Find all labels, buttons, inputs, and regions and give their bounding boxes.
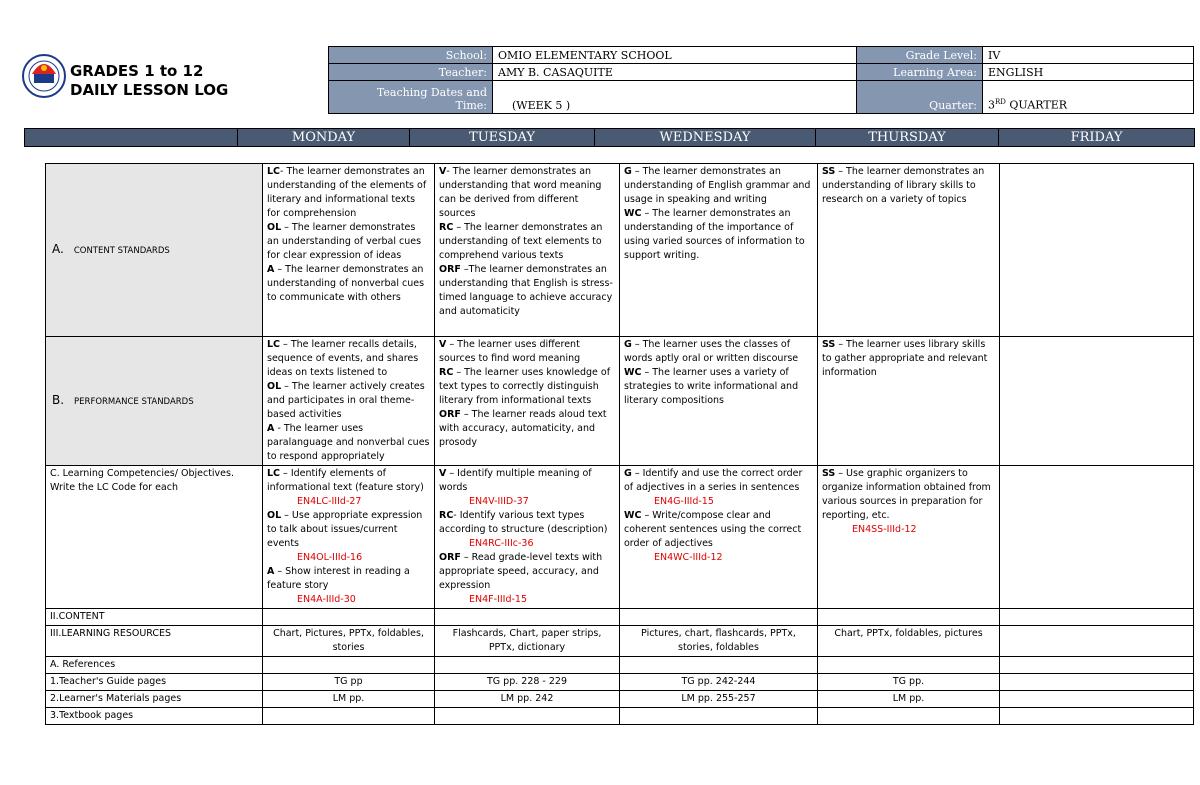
tg-monday: TG pp: [263, 674, 435, 691]
strand-code: V: [439, 166, 447, 177]
lm-monday: LM pp.: [263, 691, 435, 708]
tg-friday: [1000, 674, 1194, 691]
strand-text: - The learner uses paralanguage and nonverbal cues to respond appropriately: [267, 423, 430, 462]
lc-code: EN4RC-IIIc-36: [469, 538, 534, 549]
standard-entry: [624, 509, 813, 551]
standard-entry: [439, 551, 615, 593]
resources-row: [46, 626, 1194, 657]
title-line-2: DAILY LESSON LOG: [70, 81, 229, 99]
strand-text: - Identify various text types according to structure (description): [439, 510, 608, 535]
strand-code: G: [624, 339, 632, 350]
lm-wednesday: LM pp. 255-257: [620, 691, 818, 708]
standard-entry: [624, 467, 813, 495]
teaching-dates-label: [329, 81, 493, 114]
standard-entry: [267, 509, 430, 551]
school-value: OMIO ELEMENTARY SCHOOL: [493, 47, 857, 64]
strand-code: A: [267, 423, 275, 434]
day-wednesday: WEDNESDAY: [595, 129, 816, 147]
lc-code: EN4LC-IIId-27: [297, 496, 362, 507]
standard-entry: [267, 221, 430, 263]
lc-code: EN4V-IIID-37: [469, 496, 529, 507]
strand-text: – Identify multiple meaning of words: [439, 468, 592, 493]
strand-text: – Write/compose clear and coherent sentences using the correct order of adjectives: [624, 510, 802, 549]
performance-standards-label: [46, 337, 263, 466]
content-standards-wednesday: [620, 164, 818, 337]
standard-entry: [439, 221, 615, 263]
competencies-label: [46, 466, 263, 609]
learning-area-label: Learning Area:: [857, 64, 983, 81]
strand-code: V: [439, 468, 447, 479]
standard-entry: [624, 366, 813, 408]
content-standards-tuesday: [435, 164, 620, 337]
competencies-row: [46, 466, 1194, 609]
references-wednesday: [620, 657, 818, 674]
day-monday: MONDAY: [238, 129, 410, 147]
textbook-label: 3.Textbook pages: [46, 708, 263, 725]
strand-code: A: [267, 566, 275, 577]
teachers-guide-row: [46, 674, 1194, 691]
quarter-number: 3: [988, 99, 995, 112]
resources-thursday: Chart, PPTx, foldables, pictures: [818, 626, 1000, 657]
competencies-label-line2: Write the LC Code for each: [50, 482, 178, 493]
strand-text: – The learner demonstrates an understanding of text elements to comprehend various texts: [439, 222, 603, 261]
content-standards-monday: [263, 164, 435, 337]
content-row: [46, 609, 1194, 626]
strand-code: SS: [822, 166, 836, 177]
competencies-monday: [263, 466, 435, 609]
standard-entry: [267, 338, 430, 380]
learners-materials-row: [46, 691, 1194, 708]
day-thursday: THURSDAY: [816, 129, 999, 147]
content-standards-letter: A.: [52, 242, 64, 256]
tg-thursday: TG pp.: [818, 674, 1000, 691]
strand-text: – The learner uses knowledge of text types to correctly distinguish literary from informational texts: [439, 367, 611, 406]
standard-entry: [439, 165, 615, 221]
standard-entry: [439, 366, 615, 408]
references-monday: [263, 657, 435, 674]
resources-wednesday: Pictures, chart, flashcards, PPTx, stories, foldables: [620, 626, 818, 657]
strand-text: – Use graphic organizers to organize information obtained from various sources in preparation for reporting, etc.: [822, 468, 991, 521]
teaching-dates-label-line1: Teaching Dates and: [376, 86, 487, 99]
lc-code: EN4F-IIId-15: [469, 594, 527, 605]
quarter-suffix: RD: [995, 98, 1006, 107]
strand-text: - The learner demonstrates an understanding that word meaning can be derived from different sources: [439, 166, 602, 219]
competencies-wednesday: [620, 466, 818, 609]
competencies-friday: [1000, 466, 1194, 609]
strand-code: WC: [624, 208, 642, 219]
content-friday: [1000, 609, 1194, 626]
lc-code: EN4SS-IIId-12: [852, 524, 917, 535]
performance-standards-letter: B.: [52, 393, 65, 407]
strand-code: SS: [822, 468, 836, 479]
quarter-word: QUARTER: [1009, 99, 1068, 112]
strand-code: RC: [439, 510, 454, 521]
strand-text: – The learner demonstrates an understanding of verbal cues for clear expression of ideas: [267, 222, 422, 261]
content-wednesday: [620, 609, 818, 626]
document-title: [70, 62, 228, 100]
performance-standards-friday: [1000, 337, 1194, 466]
tg-wednesday: TG pp. 242-244: [620, 674, 818, 691]
week-value: (WEEK 5 ): [512, 99, 571, 112]
standard-entry: [822, 165, 995, 207]
content-standards-thursday: [818, 164, 1000, 337]
content-standards-row: [46, 164, 1194, 337]
lc-code: EN4A-IIId-30: [297, 594, 356, 605]
strand-code: ORF: [439, 264, 461, 275]
strand-code: LC: [267, 468, 281, 479]
references-friday: [1000, 657, 1194, 674]
strand-text: – The learner demonstrates an understanding of English grammar and usage in speaking and writing: [624, 166, 811, 205]
strand-code: WC: [624, 510, 642, 521]
performance-standards-wednesday: [620, 337, 818, 466]
strand-code: WC: [624, 367, 642, 378]
header-info-table: [328, 46, 1194, 114]
resources-label: III.LEARNING RESOURCES: [46, 626, 263, 657]
references-label: A. References: [46, 657, 263, 674]
strand-text: – The learner recalls details, sequence of events, and shares ideas on texts listened to: [267, 339, 419, 378]
standard-entry: [267, 422, 430, 464]
standard-entry: [624, 165, 813, 207]
standard-entry: [267, 565, 430, 593]
standard-entry: [822, 467, 995, 523]
strand-code: LC: [267, 166, 281, 177]
lm-thursday: LM pp.: [818, 691, 1000, 708]
lesson-log-table: [45, 163, 1194, 725]
content-standards-label: [46, 164, 263, 337]
strand-code: SS: [822, 339, 836, 350]
strand-text: – Identify elements of informational text (feature story): [267, 468, 424, 493]
strand-text: – The learner reads aloud text with accuracy, automaticity, and prosody: [439, 409, 607, 448]
strand-text: – Read grade-level texts with appropriate speed, accuracy, and expression: [439, 552, 603, 591]
performance-standards-tuesday: [435, 337, 620, 466]
textbook-row: [46, 708, 1194, 725]
days-blank-cell: [25, 129, 238, 147]
teacher-value: AMY B. CASAQUITE: [493, 64, 857, 81]
textbook-thursday: [818, 708, 1000, 725]
strand-text: – The learner uses a variety of strategies to write informational and literary compositions: [624, 367, 799, 406]
standard-entry: [624, 207, 813, 263]
resources-tuesday: Flashcards, Chart, paper strips, PPTx, dictionary: [435, 626, 620, 657]
strand-text: – Use appropriate expression to talk about issues/current events: [267, 510, 423, 549]
strand-code: ORF: [439, 409, 461, 420]
standard-entry: [267, 263, 430, 305]
performance-standards-thursday: [818, 337, 1000, 466]
strand-code: G: [624, 166, 632, 177]
strand-code: A: [267, 264, 275, 275]
standard-entry: [267, 165, 430, 221]
days-header: [24, 128, 1195, 147]
strand-code: OL: [267, 381, 282, 392]
performance-standards-row: [46, 337, 1194, 466]
content-monday: [263, 609, 435, 626]
standard-entry: [267, 380, 430, 422]
standard-entry: [439, 408, 615, 450]
strand-code: LC: [267, 339, 281, 350]
quarter-label: Quarter:: [857, 81, 983, 114]
textbook-monday: [263, 708, 435, 725]
lm-friday: [1000, 691, 1194, 708]
standard-entry: [439, 263, 615, 319]
competencies-label-line1: C. Learning Competencies/ Objectives.: [50, 468, 234, 479]
strand-text: – The learner demonstrates an understanding of the importance of using varied sources of information to support writing.: [624, 208, 805, 261]
content-standards-text: CONTENT STANDARDS: [73, 246, 170, 256]
strand-text: – Identify and use the correct order of adjectives in a series in sentences: [624, 468, 803, 493]
standard-entry: [267, 467, 430, 495]
resources-monday: Chart, Pictures, PPTx, foldables, stories: [263, 626, 435, 657]
learning-area-value: ENGLISH: [983, 64, 1194, 81]
textbook-friday: [1000, 708, 1194, 725]
tg-tuesday: TG pp. 228 - 229: [435, 674, 620, 691]
lm-tuesday: LM pp. 242: [435, 691, 620, 708]
teaching-dates-label-line2: Time:: [455, 99, 487, 112]
standard-entry: [439, 509, 615, 537]
content-thursday: [818, 609, 1000, 626]
standard-entry: [624, 338, 813, 366]
teaching-dates-value: [493, 81, 857, 114]
competencies-tuesday: [435, 466, 620, 609]
learners-materials-label: 2.Learner's Materials pages: [46, 691, 263, 708]
deped-seal-logo: [22, 46, 66, 106]
strand-code: V: [439, 339, 447, 350]
strand-code: RC: [439, 367, 454, 378]
grade-level-label: Grade Level:: [857, 47, 983, 64]
strand-code: ORF: [439, 552, 461, 563]
strand-code: OL: [267, 510, 282, 521]
strand-text: – The learner uses library skills to gather appropriate and relevant information: [822, 339, 988, 378]
strand-code: RC: [439, 222, 454, 233]
strand-text: –The learner demonstrates an understanding that English is stress-timed language to achieve accuracy and automaticity: [439, 264, 613, 317]
school-label: School:: [329, 47, 493, 64]
content-standards-friday: [1000, 164, 1194, 337]
strand-text: – The learner demonstrates an understanding of nonverbal cues to communicate with others: [267, 264, 425, 303]
strand-text: - The learner demonstrates an understanding of the elements of literary and informational texts for comprehension: [267, 166, 427, 219]
strand-text: – Show interest in reading a feature story: [267, 566, 410, 591]
day-friday: FRIDAY: [999, 129, 1195, 147]
references-row: [46, 657, 1194, 674]
references-thursday: [818, 657, 1000, 674]
resources-friday: [1000, 626, 1194, 657]
strand-code: G: [624, 468, 632, 479]
textbook-wednesday: [620, 708, 818, 725]
quarter-value: [983, 81, 1194, 114]
strand-text: – The learner uses the classes of words aptly oral or written discourse: [624, 339, 799, 364]
textbook-tuesday: [435, 708, 620, 725]
lc-code: EN4G-IIId-15: [654, 496, 714, 507]
strand-text: – The learner uses different sources to find word meaning: [439, 339, 581, 364]
lc-code: EN4WC-IIId-12: [654, 552, 723, 563]
strand-text: – The learner actively creates and participates in oral theme-based activities: [267, 381, 425, 420]
teacher-label: Teacher:: [329, 64, 493, 81]
performance-standards-monday: [263, 337, 435, 466]
standard-entry: [439, 467, 615, 495]
teachers-guide-label: 1.Teacher's Guide pages: [46, 674, 263, 691]
day-tuesday: TUESDAY: [410, 129, 595, 147]
content-label: II.CONTENT: [46, 609, 263, 626]
title-line-1: GRADES 1 to 12: [70, 62, 204, 80]
performance-standards-text: PERFORMANCE STANDARDS: [74, 397, 194, 407]
standard-entry: [822, 338, 995, 380]
grade-level-value: IV: [983, 47, 1194, 64]
strand-code: OL: [267, 222, 282, 233]
standard-entry: [439, 338, 615, 366]
references-tuesday: [435, 657, 620, 674]
competencies-thursday: [818, 466, 1000, 609]
content-tuesday: [435, 609, 620, 626]
strand-text: – The learner demonstrates an understanding of library skills to research on a variety of topics: [822, 166, 985, 205]
lc-code: EN4OL-IIId-16: [297, 552, 363, 563]
